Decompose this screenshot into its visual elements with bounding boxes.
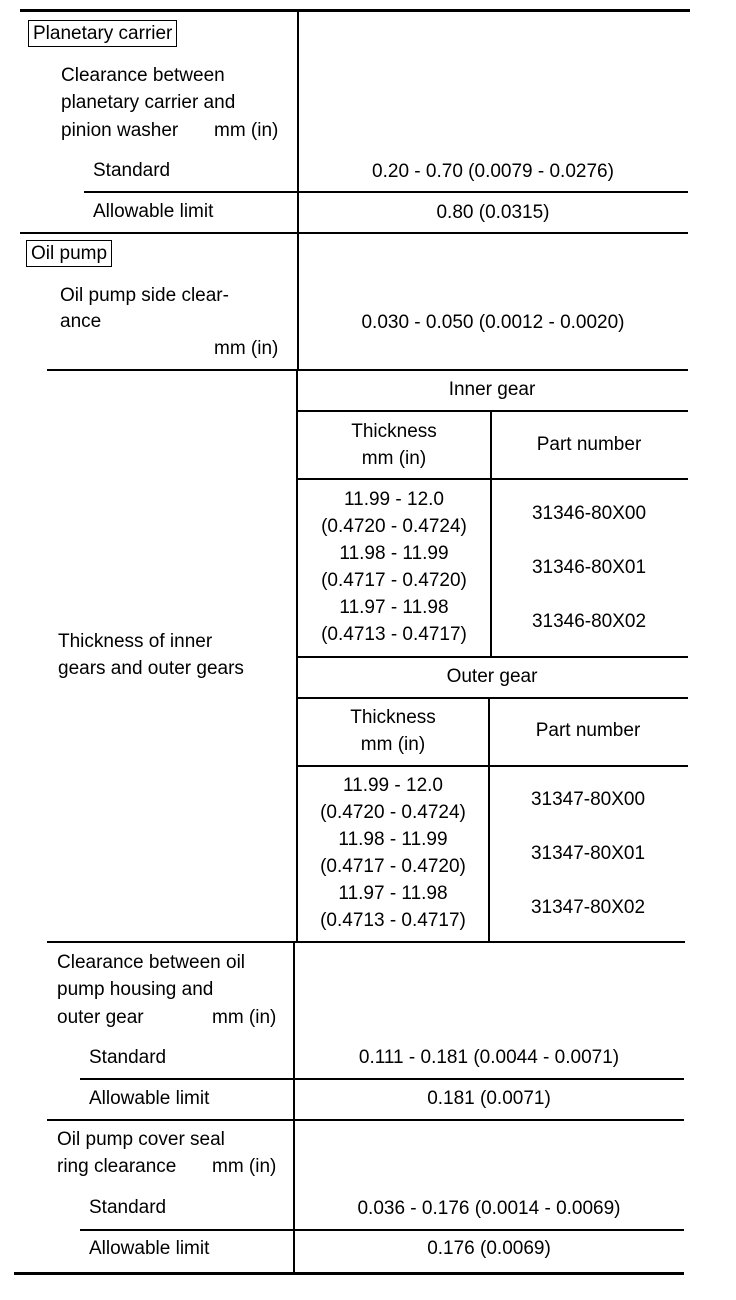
side-clearance-unit: mm (in) [214, 338, 279, 359]
sub-divider [297, 697, 688, 699]
thickness-label-line2: gears and outer gears [58, 658, 244, 679]
seal-clearance-label-line1: Oil pump cover seal [57, 1129, 225, 1150]
housing-clearance-label-line2: pump housing and [57, 979, 214, 1000]
outer-row-2-part: 31347-80X01 [530, 843, 646, 864]
inner-part-header: Part number [536, 434, 642, 455]
outer-row-3-part: 31347-80X02 [530, 897, 646, 918]
clearance-label-line2: planetary carrier and [61, 92, 236, 113]
standard-label: Standard [93, 160, 171, 181]
outer-row-2-in: (0.4717 - 0.4720) [320, 856, 466, 877]
seal-limit-value: 0.176 (0.0069) [427, 1238, 551, 1259]
section-label-oil-pump: Oil pump [26, 240, 112, 267]
clearance-unit: mm (in) [214, 120, 279, 141]
clearance-label-line1: Clearance between [61, 65, 225, 86]
section-divider [20, 232, 688, 234]
outer-row-3-in: (0.4713 - 0.4717) [320, 910, 466, 931]
inner-row-1-mm: 11.99 - 12.0 [343, 489, 444, 510]
row-divider [84, 191, 688, 193]
row-divider [47, 941, 685, 943]
row-divider [80, 1078, 684, 1080]
section-label-planetary-carrier: Planetary carrier [28, 20, 177, 47]
inner-row-3-in: (0.4713 - 0.4717) [321, 624, 467, 645]
housing-limit-label: Allowable limit [89, 1088, 210, 1109]
sub-divider [297, 765, 688, 767]
seal-standard-label: Standard [89, 1197, 167, 1218]
inner-row-3-part: 31346-80X02 [531, 611, 647, 632]
table-top-border [20, 9, 690, 12]
sub-divider [297, 478, 688, 480]
outer-thickness-header-line1: Thickness [350, 707, 436, 728]
outer-row-1-part: 31347-80X00 [530, 789, 646, 810]
row-divider [47, 369, 688, 371]
housing-standard-value: 0.111 - 0.181 (0.0044 - 0.0071) [358, 1047, 620, 1068]
inner-row-1-in: (0.4720 - 0.4724) [321, 516, 467, 537]
side-clearance-label-line2: ance [60, 311, 102, 332]
allowable-limit-label: Allowable limit [93, 201, 214, 222]
side-clearance-label-line1: Oil pump side clear- [60, 285, 229, 306]
outer-row-2-mm: 11.98 - 11.99 [338, 829, 448, 850]
inner-row-2-in: (0.4717 - 0.4720) [321, 570, 467, 591]
table-bottom-border [14, 1272, 684, 1275]
housing-clearance-label-line1: Clearance between oil [57, 952, 246, 973]
inner-row-3-mm: 11.97 - 11.98 [339, 597, 449, 618]
row-divider [47, 1119, 684, 1121]
sub-divider [297, 656, 688, 658]
inner-row-2-mm: 11.98 - 11.99 [339, 543, 449, 564]
housing-limit-value: 0.181 (0.0071) [427, 1088, 551, 1109]
outer-part-header: Part number [535, 720, 641, 741]
inner-row-2-part: 31346-80X01 [531, 557, 647, 578]
outer-row-3-mm: 11.97 - 11.98 [338, 883, 448, 904]
outer-row-1-in: (0.4720 - 0.4724) [320, 802, 466, 823]
sub-divider [297, 410, 688, 412]
row-divider [80, 1229, 684, 1231]
side-clearance-value: 0.030 - 0.050 (0.0012 - 0.0020) [361, 312, 625, 333]
inner-thickness-header-line1: Thickness [351, 421, 437, 442]
allowable-limit-value: 0.80 (0.0315) [436, 202, 550, 223]
housing-standard-label: Standard [89, 1047, 167, 1068]
thickness-label-line1: Thickness of inner [58, 631, 213, 652]
standard-value: 0.20 - 0.70 (0.0079 - 0.0276) [372, 161, 614, 182]
inner-thickness-header-line2: mm (in) [361, 448, 427, 469]
seal-clearance-label-line2: ring clearance [57, 1156, 177, 1177]
clearance-label-line3: pinion washer [61, 120, 179, 141]
seal-standard-value: 0.036 - 0.176 (0.0014 - 0.0069) [357, 1198, 621, 1219]
outer-thickness-header-line2: mm (in) [360, 734, 426, 755]
outer-gear-title: Outer gear [446, 666, 538, 687]
housing-clearance-unit: mm (in) [212, 1007, 277, 1028]
outer-row-1-mm: 11.99 - 12.0 [342, 775, 443, 796]
inner-row-1-part: 31346-80X00 [531, 503, 647, 524]
seal-limit-label: Allowable limit [89, 1238, 210, 1259]
seal-clearance-unit: mm (in) [212, 1156, 277, 1177]
inner-gear-title: Inner gear [448, 379, 536, 400]
housing-clearance-label-line3: outer gear [57, 1007, 144, 1028]
